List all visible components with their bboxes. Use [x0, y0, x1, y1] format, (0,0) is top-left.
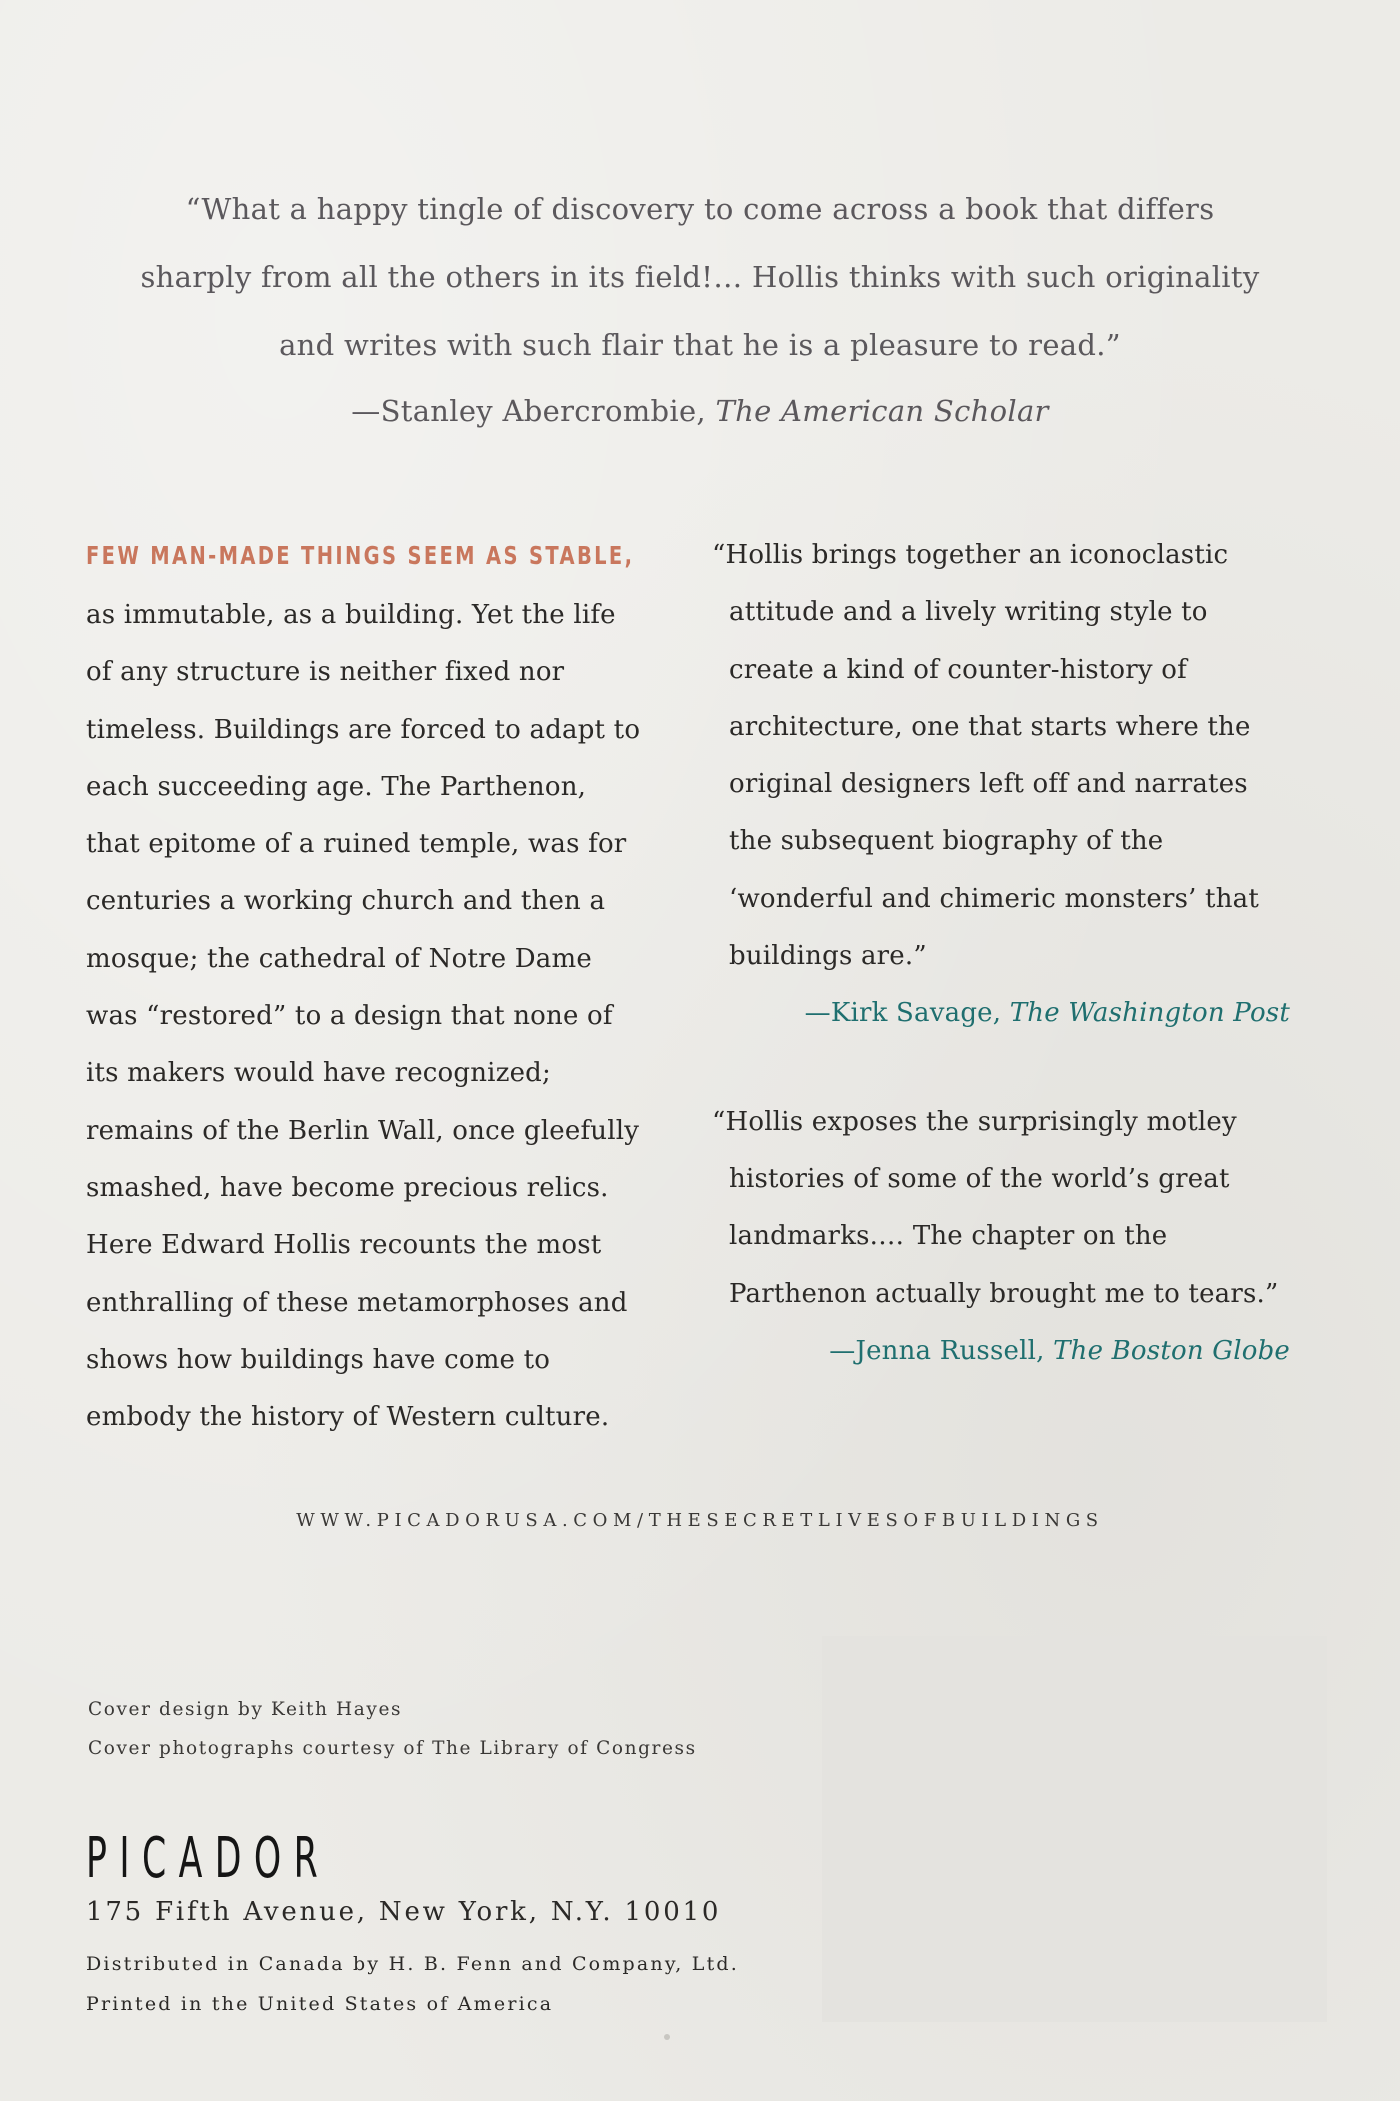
printed-note: Printed in the United States of America: [86, 1993, 554, 2015]
review-line: “Hollis exposes the surprisingly motley: [712, 1106, 1237, 1137]
review-line: architecture, one that starts where the: [729, 711, 1251, 742]
publisher-notes: [86, 1944, 739, 2024]
description-line: shows how buildings have come to: [86, 1344, 551, 1375]
review-column: [712, 527, 1312, 1380]
review-source: The Washington Post: [1009, 998, 1290, 1029]
publisher-address: 175 Fifth Avenue, New York, N.Y. 10010: [86, 1897, 722, 1927]
description-line: that epitome of a ruined temple, was for: [86, 829, 627, 860]
review-line: create a kind of counter-history of: [729, 654, 1187, 685]
review-washington-post: [712, 527, 1312, 1043]
review-line: ‘wonderful and chimeric monsters’ that: [729, 883, 1259, 914]
review-line: original designers left off and narrates: [729, 769, 1248, 800]
review-line: histories of some of the world’s great: [729, 1163, 1230, 1194]
cover-design-credit: Cover design by Keith Hayes: [88, 1699, 403, 1720]
cover-credits: [88, 1690, 697, 1768]
publisher-logo: PICADOR: [86, 1826, 331, 1891]
description-line: centuries a working church and then a: [86, 886, 606, 917]
barcode-placeholder: [822, 1636, 1327, 2022]
review-line: landmarks.… The chapter on the: [729, 1221, 1168, 1252]
review-source: The Boston Globe: [1053, 1335, 1290, 1366]
review-boston-globe: [712, 1094, 1312, 1380]
description-body: [86, 587, 686, 1446]
description-line: of any structure is neither fixed nor: [86, 657, 565, 688]
review-line: buildings are.”: [729, 941, 927, 972]
description-line: each succeeding age. The Parthenon,: [86, 771, 587, 802]
reviewer-name: —Jenna Russell,: [829, 1335, 1054, 1366]
distribution-note: Distributed in Canada by H. B. Fenn and Company, Ltd.: [86, 1953, 740, 1975]
review-line: attitude and a lively writing style to: [729, 597, 1208, 628]
description-line: Here Edward Hollis recounts the most: [86, 1230, 602, 1261]
review-attribution: [690, 1323, 1290, 1380]
reviewer-name: —Kirk Savage,: [804, 998, 1010, 1029]
top-quote-attribution: [100, 377, 1300, 445]
cover-photo-credit: Cover photographs courtesy of The Library of Congress: [88, 1738, 697, 1759]
description-line: enthralling of these metamorphoses and: [86, 1287, 628, 1318]
review-line: “Hollis brings together an iconoclastic: [712, 540, 1229, 570]
description-line: smashed, have become precious relics.: [86, 1172, 609, 1203]
paper-speck: [664, 2034, 670, 2040]
book-description: [86, 533, 686, 1446]
review-attribution: [690, 985, 1290, 1042]
attribution-name: —Stanley Abercrombie,: [351, 394, 716, 428]
attribution-source: The American Scholar: [715, 394, 1049, 428]
review-line: Parthenon actually brought me to tears.”: [729, 1278, 1279, 1309]
quote-line: and writes with such flair that he is a pleasure to read.”: [279, 328, 1121, 362]
description-line: as immutable, as a building. Yet the life: [86, 600, 616, 630]
description-line: embody the history of Western culture.: [86, 1402, 610, 1433]
publisher-url: WWW.PICADORUSA.COM/THESECRETLIVESOFBUILDINGS: [296, 1510, 1104, 1531]
review-line: the subsequent biography of the: [729, 826, 1164, 857]
description-line: mosque; the cathedral of Notre Dame: [86, 943, 592, 974]
description-line: timeless. Buildings are forced to adapt to: [86, 714, 641, 745]
quote-line: “What a happy tingle of discovery to come across a book that differs: [185, 192, 1215, 226]
top-review-quote: [100, 175, 1300, 445]
description-lead: FEW MAN-MADE THINGS SEEM AS STABLE,: [86, 541, 635, 570]
description-line: its makers would have recognized;: [86, 1058, 551, 1089]
description-line: remains of the Berlin Wall, once gleefully: [86, 1115, 640, 1146]
quote-line: sharply from all the others in its field!… Hollis thinks with such originality: [140, 260, 1260, 294]
description-line: was “restored” to a design that none of: [86, 1001, 613, 1032]
